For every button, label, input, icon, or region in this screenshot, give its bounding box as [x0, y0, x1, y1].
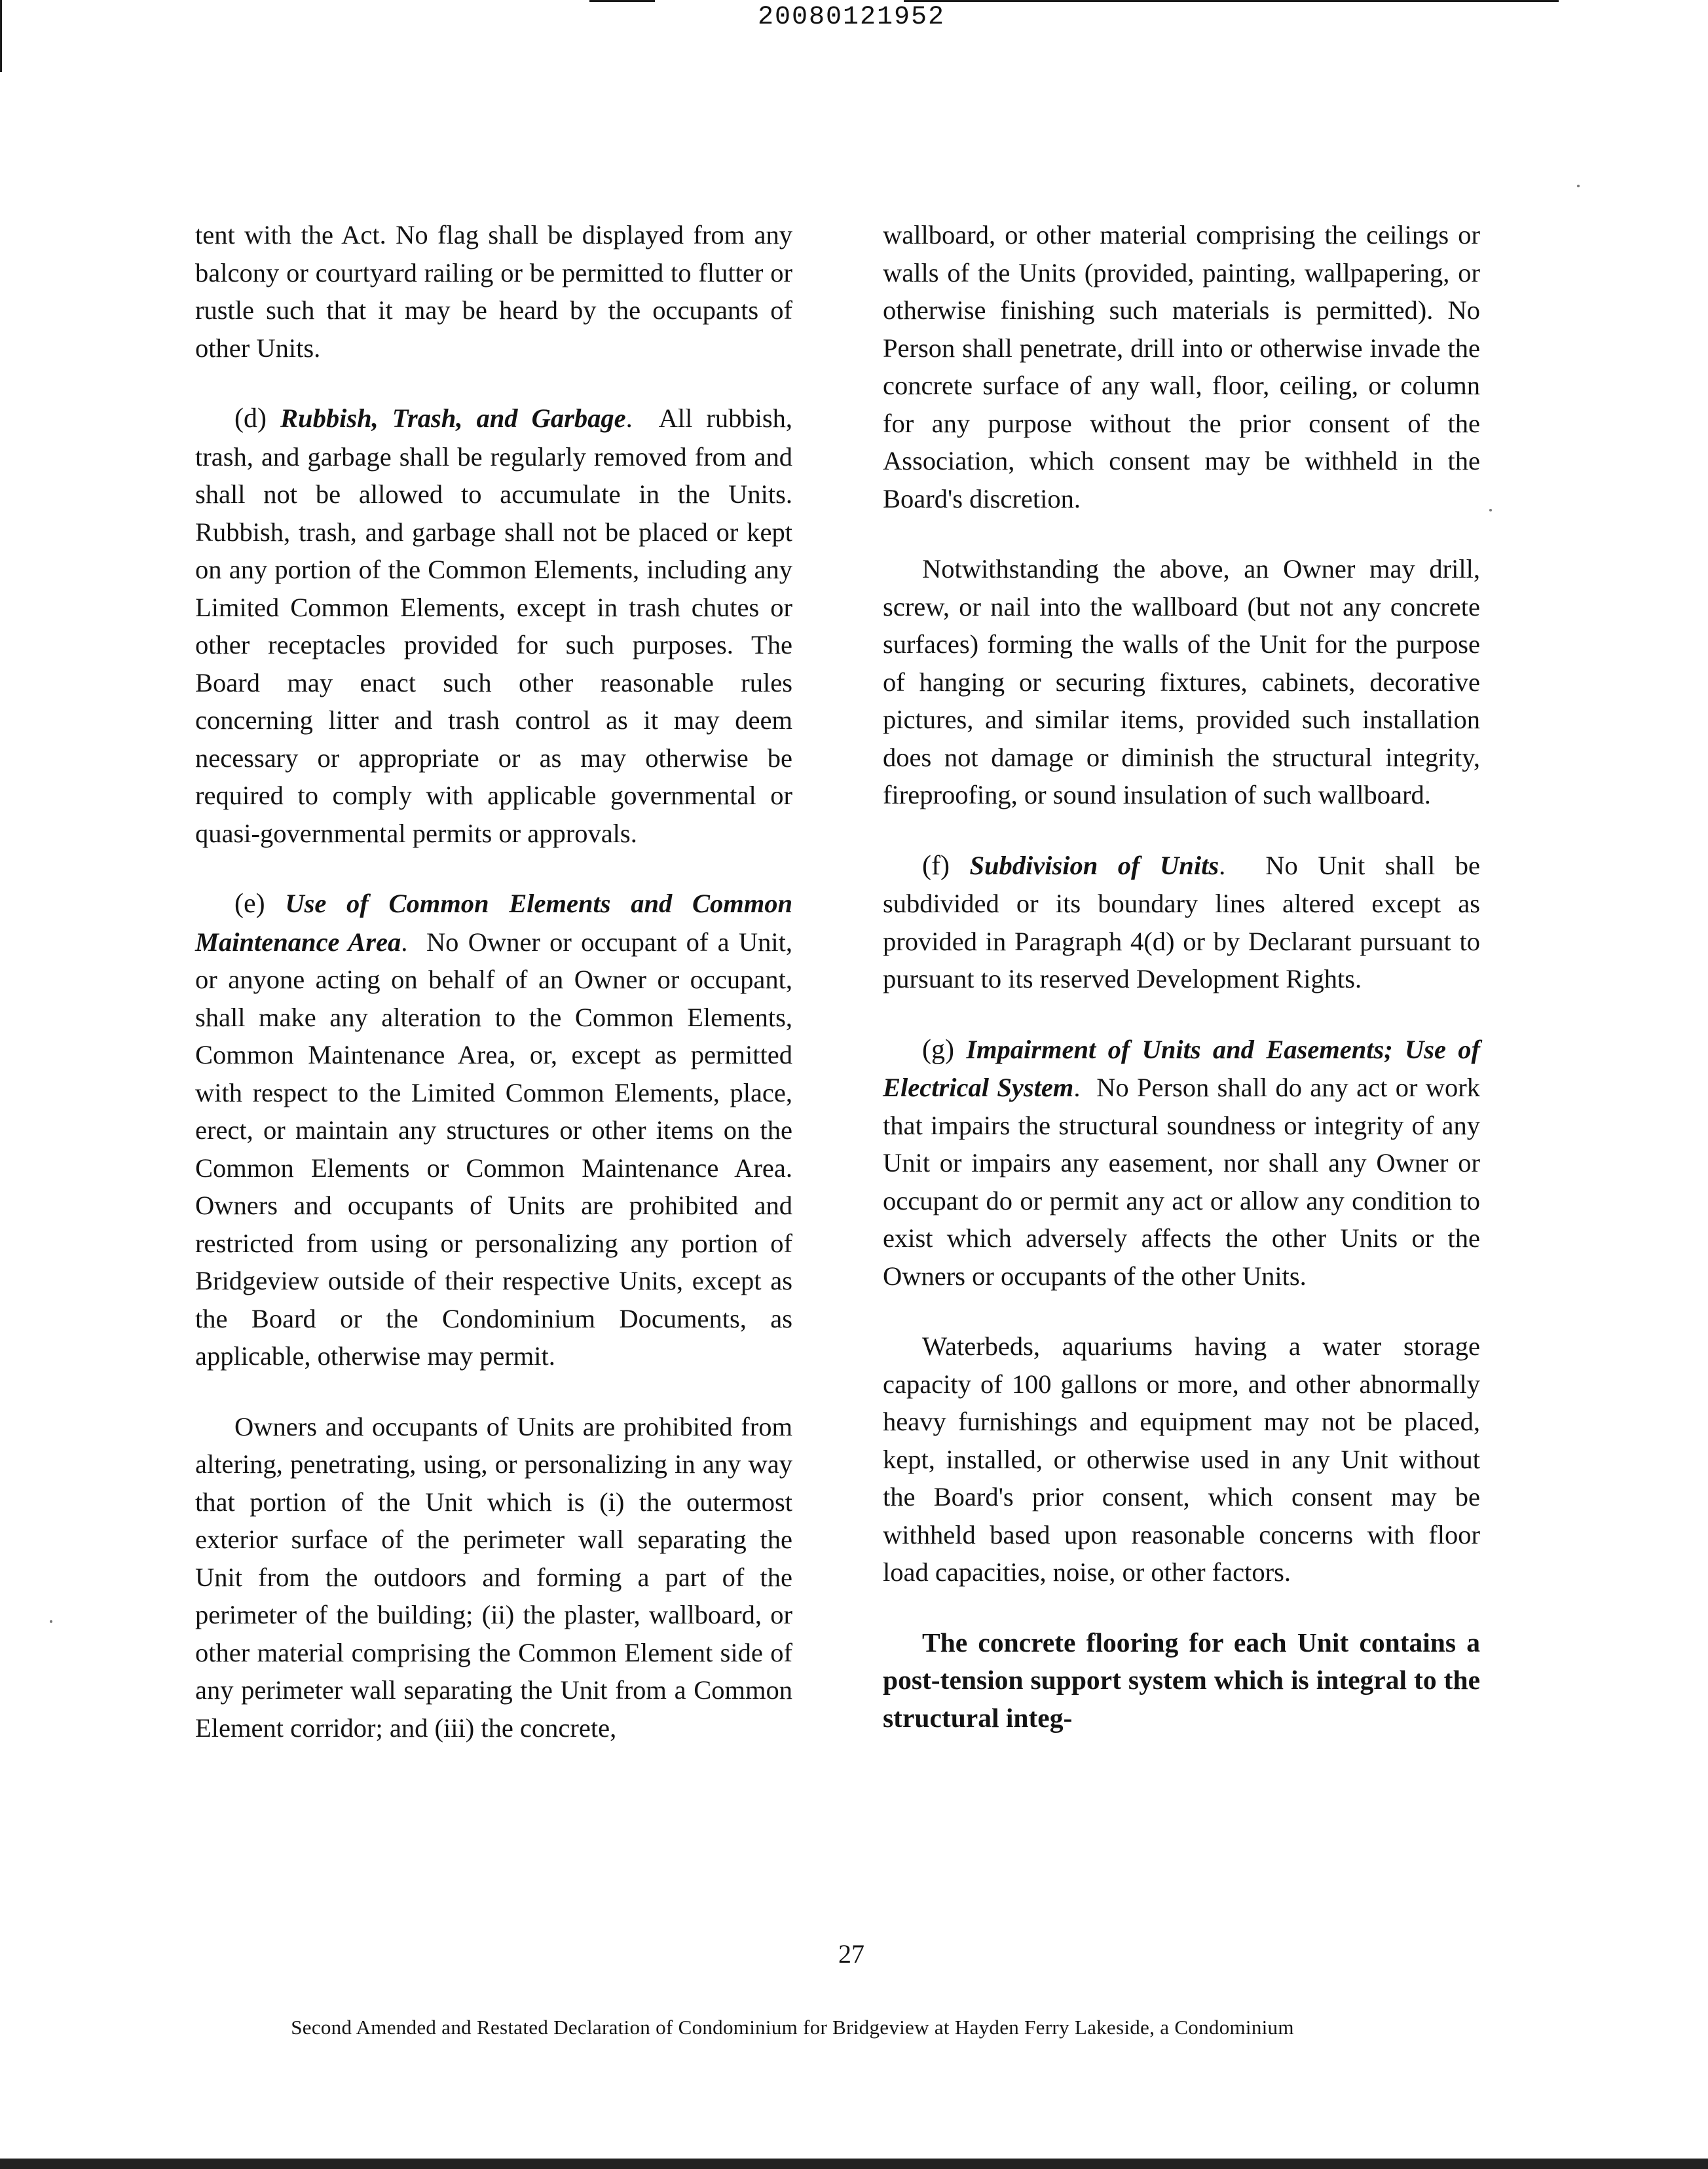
scan-edge-bottom: [0, 2159, 1708, 2169]
section-body: No Person shall do any act or work that impairs the structural soundness or integrity of any Unit or impairs any easement, nor shall any Owner or occupant do or permit any act or allow any condition to exist which adversely affects the other Units or the Owners or occupants of the other Units.: [883, 1073, 1481, 1291]
section-body: No Owner or occupant of a Unit, or anyone acting on behalf of an Owner or occupant, shall make any alteration to the Common Elements, Common Maintenance Area, or, except as permitted with respect to the Limited Common Elements, place, erect, or maintain any structures or other items on the Common Elements or Common Maintenance Area. Owners and occupants of Units are prohibited and restricted from using or personalizing any portion of Bridgeview outside of their respective Units, except as the Board or the Condominium Documents, as applicable, otherwise may permit.: [195, 927, 792, 1371]
paragraph-owners-prohibited: Owners and occupants of Units are prohibited from altering, penetrating, using, or personalizing in any way that portion of the Unit which is (i) the outermost exterior surface of the perimeter wall separating the Unit from the outdoors and forming a part of the perimeter of the building; (ii) the plaster, wallboard, or other material comprising the Common Element side of any perimeter wall separating the Unit from a Common Element corridor; and (iii) the concrete,: [195, 1411, 792, 1743]
section-body: All rubbish, trash, and garbage shall be regularly removed from and shall not be allowed to accumulate in the Units. Rubbish, trash, and garbage shall not be placed or kept on any portion of the Common Elements, including any Limited Common Elements, except in trash chutes or other receptacles provided for such purposes. The Board may enact such other reasonable rules concerning litter and trash control as it may deem necessary or appropriate or as may otherwise be required to comply with applicable governmental or quasi-governmental permits or approvals.: [195, 403, 793, 848]
document-number: 20080121952: [757, 3, 946, 32]
scan-speck: [1577, 185, 1580, 187]
paragraph-notwithstanding: Notwithstanding the above, an Owner may drill, screw, or nail into the wallboard (but not any concrete surfaces) forming the walls of the Unit for the purpose of hanging or securing fixtures, cabinets, decorative pictures, and similar items, provided such installation does not damage or diminish the structural integrity, fireproofing, or sound insulation of such wallboard.: [883, 554, 1480, 809]
section-g-impairment: (g) Impairment of Units and Easements; Use of Electrical System. No Person shall do any act or work that impairs the structural soundness or integrity of any Unit or impairs any easement, nor shall any Owner or occupant do or permit any act or allow any condition to exist which adversely affects the other Units or the Owners or occupants of the other Units.: [883, 1034, 1481, 1291]
paragraph-act-continuation: tent with the Act. No flag shall be displayed from any balcony or courtyard railing or be permitted to flutter or rustle such that it may be heard by the occupants of other Units.: [195, 220, 792, 363]
section-d-rubbish: (d) Rubbish, Trash, and Garbage. All rubbish, trash, and garbage shall be regularly removed from and shall not be allowed to accumulate in the Units. Rubbish, trash, and garbage shall not be placed or kept on any portion of the Common Elements, including any Limited Common Elements, except in trash chutes or other receptacles provided for such purposes. The Board may enact such other reasonable rules concerning litter and trash control as it may deem necessary or appropriate or as may otherwise be required to comply with applicable governmental or quasi-governmental permits or approvals.: [195, 403, 793, 848]
section-heading: Rubbish, Trash, and Garbage: [280, 403, 626, 433]
section-body: No Unit shall be subdivided or its boundary lines altered except as provided in Paragraph 4(d) or by Declarant pursuant to pursuant to its reserved Development Rights.: [883, 850, 1481, 993]
left-column: [195, 216, 792, 1779]
paragraph-wallboard-continuation: wallboard, or other material comprising the ceilings or walls of the Units (provided, painting, wallpapering, or otherwise finishing such materials is permitted). No Person shall penetrate, drill into or otherwise invade the concrete surface of any wall, floor, ceiling, or column for any purpose without the prior consent of the Association, which consent may be withheld in the Board's discretion.: [883, 220, 1480, 513]
section-label: (d): [234, 403, 267, 434]
right-column: [883, 216, 1480, 1770]
paragraph-post-tension-notice: The concrete flooring for each Unit contains a post-tension support system which is integral to the structural integ-: [883, 1627, 1480, 1733]
section-heading: Subdivision of Units: [969, 850, 1219, 880]
page-number: 27: [838, 1939, 864, 1969]
section-label: (f): [922, 850, 950, 881]
paragraph-waterbeds: Waterbeds, aquariums having a water storage capacity of 100 gallons or more, and other abnormally heavy furnishings and equipment may not be placed, kept, installed, or otherwise used in any Unit without the Board's prior consent, which consent may be withheld based upon reasonable concerns with floor load capacities, noise, or other factors.: [883, 1331, 1480, 1587]
scan-speck: [50, 1620, 52, 1623]
scan-edge-top-right: [904, 0, 1559, 2]
section-label: (g): [922, 1034, 954, 1065]
section-f-subdivision: (f) Subdivision of Units. No Unit shall be subdivided or its boundary lines altered except as provided in Paragraph 4(d) or by Declarant pursuant to pursuant to its reserved Development Rights.: [883, 850, 1481, 993]
scan-speck: [1489, 509, 1492, 511]
document-footer: Second Amended and Restated Declaration of Condominium for Bridgeview at Hayden Ferry Lakeside, a Condominium: [291, 2016, 1294, 2039]
section-e-common-elements: (e) Use of Common Elements and Common Maintenance Area. No Owner or occupant of a Unit, or anyone acting on behalf of an Owner or occupant, shall make any alteration to the Common Elements, Common Maintenance Area, or, except as permitted with respect to the Limited Common Elements, place, erect, or maintain any structures or other items on the Common Elements or Common Maintenance Area. Owners and occupants of Units are prohibited and restricted from using or personalizing any portion of Bridgeview outside of their respective Units, except as the Board or the Condominium Documents, as applicable, otherwise may permit.: [195, 889, 792, 1371]
section-heading: Impairment of Units and Easements; Use of Electrical System: [883, 1034, 1480, 1102]
section-heading: Use of Common Elements and Common Maintenance Area: [195, 889, 792, 957]
scan-edge-top-left: [589, 0, 655, 2]
section-label: (e): [234, 889, 265, 919]
